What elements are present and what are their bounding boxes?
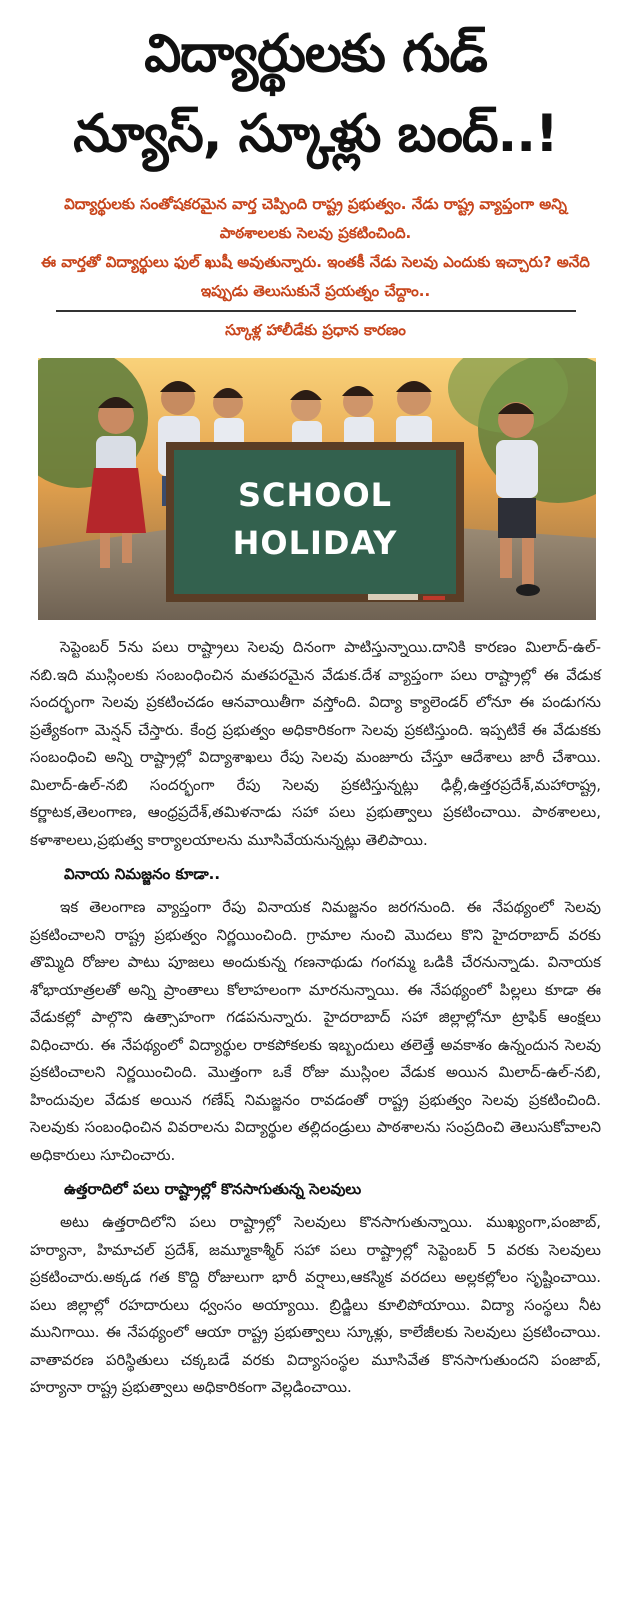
- article-intro: [26, 190, 605, 306]
- intro-paragraph-2: ఈ వార్తతో విద్యార్థులు ఫుల్ ఖుషీ అవుతున్నారు. ఇంతకీ నేడు సెలవు ఎందుకు ఇచ్చారు? అనేది ఇప్పుడు తెలుసుకునే ప్రయత్నం చేద్దాం..: [41, 253, 590, 300]
- school-holiday-photo: [38, 358, 596, 620]
- divider-rule: [56, 310, 576, 312]
- body-paragraph-2: ఇక తెలంగాణ వ్యాప్తంగా రేపు వినాయక నిమజ్జనం జరగనుంది. ఈ నేపథ్యంలో సెలవు ప్రకటించాలని రాష్ట్ర ప్రభుత్వం నిర్ణయించింది. గ్రామాల నుంచి మొదలు కొని హైదరాబాద్ వరకు తొమ్మిది రోజుల పాటు పూజలు అందుకున్న గణనాథుడు గంగమ్మ ఒడికి చేరనున్నాడు. వినాయక శోభాయాత్రలతో అన్ని ప్రాంతాలు కోలాహలంగా మారనున్నాయి. ఈ నేపథ్యంలో పిల్లలు కూడా ఈ వేడుకల్లో పాల్గొని ఉత్సాహంగా గడపనున్నారు. హైదరాబాద్ సహా జిల్లాల్లోనూ ట్రాఫిక్ ఆంక్షలు విధించారు. ఈ నేపథ్యంలో విద్యార్థుల రాకపోకలకు ఇబ్బందులు తలెత్తే అవకాశం ఉన్నందున సెలవు ప్రకటించాలని నిర్ణయించింది. మొత్తంగా ఒకే రోజు ముస్లింల వేడుక అయిన మిలాద్-ఉల్-నబి, హిందువుల వేడుక అయిన గణేష్ నిమజ్జనం రావడంతో రాష్ట్ర ప్రభుత్వం సెలవు ప్రకటించింది. సెలవుకు సంబంధించిన వివరాలను విద్యార్థుల తల్లిదండ్రులు పాఠశాలను సంప్రదించి తెలుసుకోవాలని అధికారులు సూచించారు.: [30, 898, 601, 1164]
- chalk-stick: [423, 596, 445, 600]
- board-text-line-1: SCHOOL: [237, 476, 393, 514]
- chalkboard: [166, 442, 464, 602]
- article-headline: [26, 0, 605, 174]
- school-holiday-illustration: [38, 358, 596, 620]
- section-subheading-1: వినాయ నిమజ్జనం కూడా..: [64, 865, 221, 883]
- intro-paragraph-1: విద్యార్థులకు సంతోషకరమైన వార్త చెప్పింది రాష్ట్ర ప్రభుత్వం. నేడు రాష్ట్ర వ్యాప్తంగా అన్ని పాఠశాలలకు సెలవు ప్రకటించింది.: [64, 195, 567, 242]
- headline-line-2: న్యూస్, స్కూళ్లు బంద్..!: [73, 104, 558, 164]
- intro-highlight: స్కూళ్ల హాలీడేకు ప్రధాన కారణం: [225, 321, 406, 339]
- headline-line-1: విద్యార్థులకు గుడ్: [144, 24, 487, 84]
- chalk-eraser: [368, 594, 418, 600]
- article-body: [26, 634, 605, 1402]
- body-paragraph-3: అటు ఉత్తరాదిలోని పలు రాష్ట్రాల్లో సెలవులు కొనసాగుతున్నాయి. ముఖ్యంగా,పంజాబ్, హర్యానా, హిమాచల్ ప్రదేశ్, జమ్మూకాశ్మీర్ సహా పలు రాష్ట్రాల్లో సెప్టెంబర్ 5 వరకు సెలవులు ప్రకటించారు.అక్కడ గత కొద్ది రోజులుగా భారీ వర్షాలు,ఆకస్మిక వరదలు అల్లకల్లోలం సృష్టించాయి. పలు జిల్లాల్లో రహదారులు ధ్వంసం అయ్యాయి. బ్రిడ్జిలు కూలిపోయాయి. విద్యా సంస్థలు నీట మునిగాయి. ఈ నేపథ్యంలో ఆయా రాష్ట్ర ప్రభుత్వాలు స్కూళ్లు, కాలేజీలకు సెలవులు ప్రకటించాయి. వాతావరణ పరిస్థితులు చక్కబడే వరకు విద్యాసంస్థల మూసివేత కొనసాగుతుందని పంజాబ్, హర్యానా రాష్ట్ర ప్రభుత్వాలు అధికారికంగా వెల్లడించాయి.: [30, 1213, 601, 1396]
- body-paragraph-1: సెప్టెంబర్ 5ను పలు రాష్ట్రాలు సెలవు దినంగా పాటిస్తున్నాయి.దానికి కారణం మిలాద్-ఉల్-నబి.ఇది ముస్లింలకు సంబంధించిన మతపరమైన వేడుక.దేశ వ్యాప్తంగా పలు రాష్ట్రాల్లో ఈ వేడుక సందర్భంగా సెలవు ప్రకటించడం ఆనవాయితీగా వస్తోంది. విద్యా క్యాలెండర్ లోనూ ఈ పండుగను ప్రత్యేకంగా మెన్షన్ చేస్తారు. కేంద్ర ప్రభుత్వం అధికారికంగా సెలవు ప్రకటిస్తుంది. ఇప్పటికే ఈ వేడుకకు సంబంధించి అన్ని రాష్ట్రాల్లో విద్యాశాఖలు రేపు సెలవు మంజూరు చేస్తూ ఆదేశాలు జారీ చేశాయి. మిలాద్-ఉల్-నబి సందర్భంగా రేపు సెలవు ప్రకటిస్తున్నట్లు ఢిల్లీ,ఉత్తరప్రదేశ్,మహారాష్ట్ర, కర్ణాటక,తెలంగాణ, ఆంధ్రప్రదేశ్,తమిళనాడు సహా పలు ప్రభుత్వాలు ప్రకటించాయి. పాఠశాలలు, కళాశాలలు,ప్రభుత్వ కార్యాలయాలను మూసివేయనున్నట్లు తెలిపాయి.: [30, 638, 601, 849]
- board-text-line-2: HOLIDAY: [232, 524, 398, 562]
- section-subheading-2: ఉత్తరాదిలో పలు రాష్ట్రాల్లో కొనసాగుతున్న సెలవులు: [64, 1180, 362, 1198]
